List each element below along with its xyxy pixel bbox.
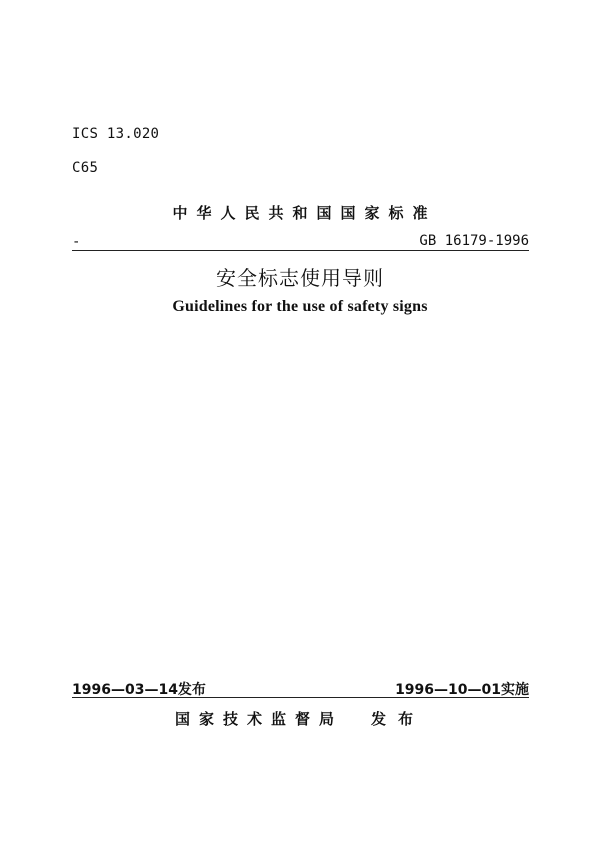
ics-code: ICS 13.020 [72, 126, 160, 142]
issuer-line [0, 708, 600, 729]
standard-category-heading: 中华人民共和国国家标准 [172, 204, 437, 222]
publish-label: 发布 [371, 710, 426, 728]
footer-divider [72, 697, 529, 698]
standard-mark: - [72, 234, 81, 250]
header-divider [72, 250, 529, 251]
document-title-chinese: 安全标志使用导则 [216, 266, 384, 290]
standard-number: GB 16179-1996 [419, 233, 529, 249]
ccs-code: C65 [72, 160, 99, 176]
issuing-authority: 国家技术监督局 [174, 710, 343, 728]
document-title-english: Guidelines for the use of safety signs [172, 298, 428, 315]
implementation-date: 1996—10—01实施 [395, 682, 529, 698]
issue-date: 1996—03—14发布 [72, 682, 206, 698]
